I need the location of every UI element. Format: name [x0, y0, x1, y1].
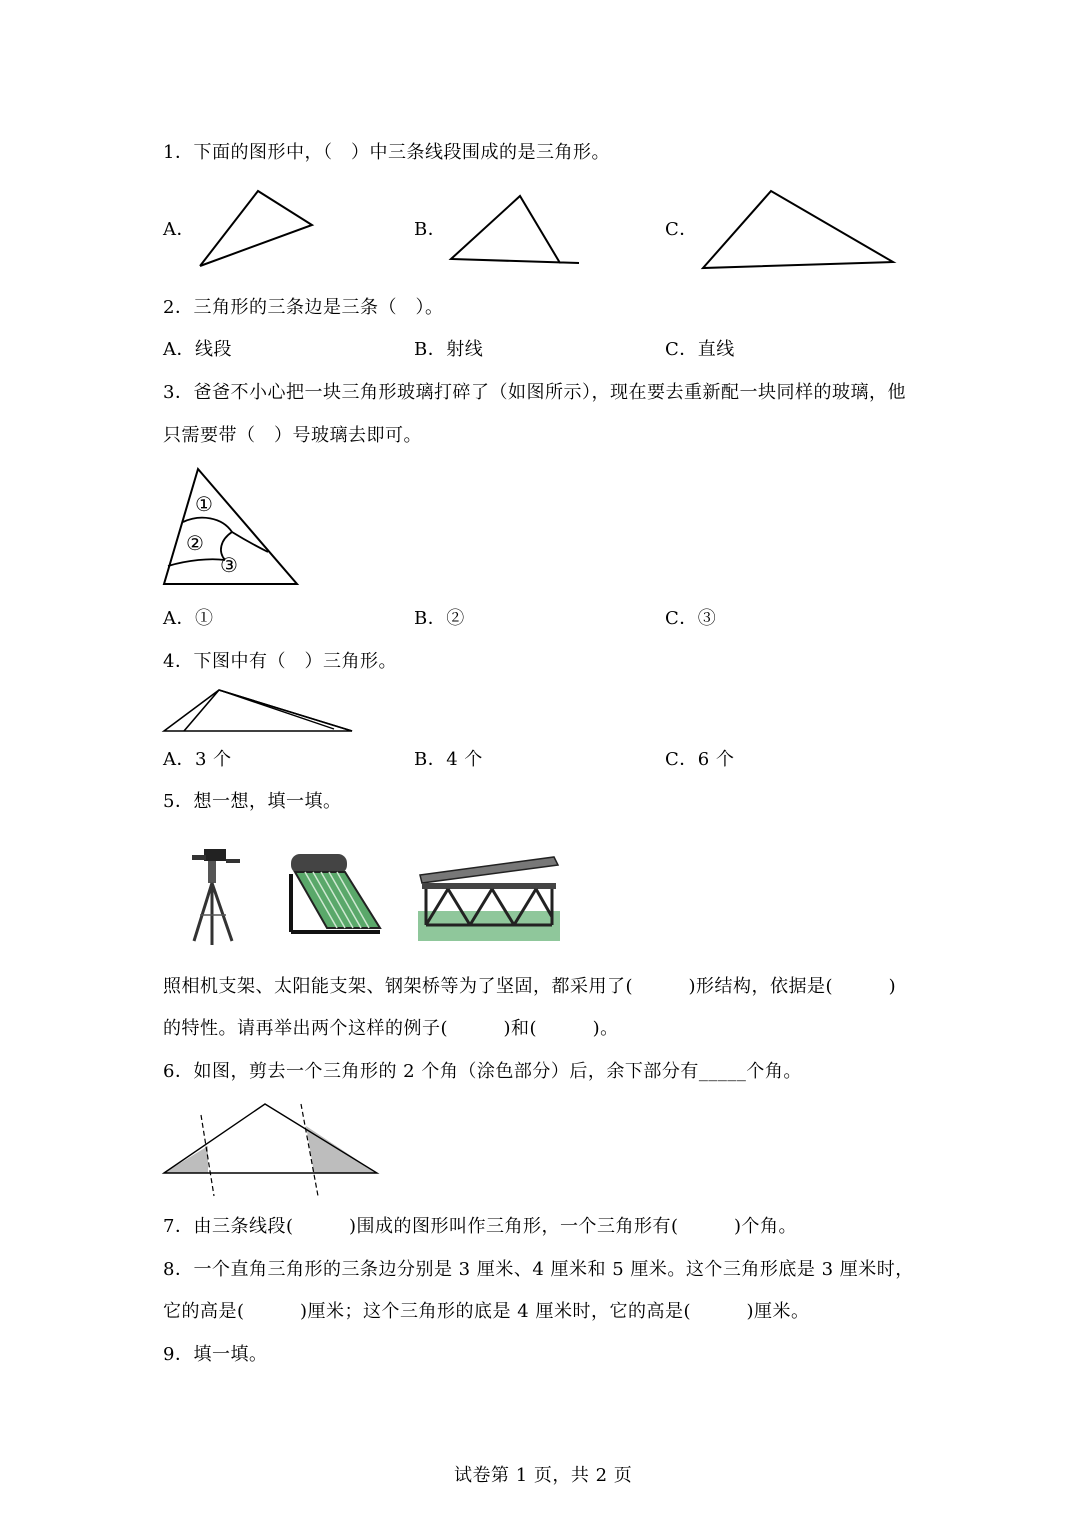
q8-line2: 它的高是( )厘米；这个三角形的底是 4 厘米时，它的高是( )厘米。 — [163, 1301, 810, 1322]
q5-text-line2: 的特性。请再举出两个这样的例子( )和( )。 — [163, 1018, 619, 1039]
q1-option-c-label: C． — [665, 219, 698, 240]
q6-stem: 6．如图，剪去一个三角形的 2 个角（涂色部分）后，余下部分有_____个角。 — [163, 1061, 802, 1082]
q8-line1: 8．一个直角三角形的三条边分别是 3 厘米、4 厘米和 5 厘米。这个三角形底是 3 厘米时， — [163, 1259, 914, 1280]
q3-stem-line2: 只需要带（ ）号玻璃去即可。 — [163, 425, 422, 446]
q1-option-b-label: B． — [414, 219, 447, 240]
q3-piece-3-label: ③ — [220, 553, 239, 577]
q1-option-a-label: A． — [163, 219, 195, 240]
q3-option-a: A．① — [163, 608, 214, 629]
page-footer: 试卷第 1 页，共 2 页 — [454, 1465, 633, 1486]
q4-option-c: C．6 个 — [665, 749, 735, 770]
q5-stem: 5．想一想，填一填。 — [163, 791, 342, 812]
q5-text-line1: 照相机支架、太阳能支架、钢架桥等为了坚固，都采用了( )形结构，依据是( ) — [163, 976, 897, 997]
q3-piece-1-label: ① — [195, 492, 214, 516]
q9-stem: 9．填一填。 — [163, 1344, 268, 1365]
q3-stem-line1: 3．爸爸不小心把一块三角形玻璃打碎了（如图所示），现在要去重新配一块同样的玻璃，他 — [163, 382, 906, 403]
q3-piece-2-label: ② — [186, 531, 205, 555]
q4-stem: 4．下图中有（ ）三角形。 — [163, 651, 397, 672]
q2-option-b: B．射线 — [414, 339, 484, 360]
q1-stem: 1．下面的图形中，（ ）中三条线段围成的是三角形。 — [163, 142, 610, 163]
q7-stem: 7．由三条线段( )围成的图形叫作三角形，一个三角形有( )个角。 — [163, 1216, 798, 1237]
q2-option-c: C．直线 — [665, 339, 735, 360]
q2-option-a: A．线段 — [163, 339, 232, 360]
q3-option-b: B．② — [414, 608, 465, 629]
q4-option-a: A．3 个 — [163, 749, 232, 770]
q3-option-c: C．③ — [665, 608, 717, 629]
q2-stem: 2．三角形的三条边是三条（ ）。 — [163, 297, 444, 318]
q4-option-b: B．4 个 — [414, 749, 483, 770]
